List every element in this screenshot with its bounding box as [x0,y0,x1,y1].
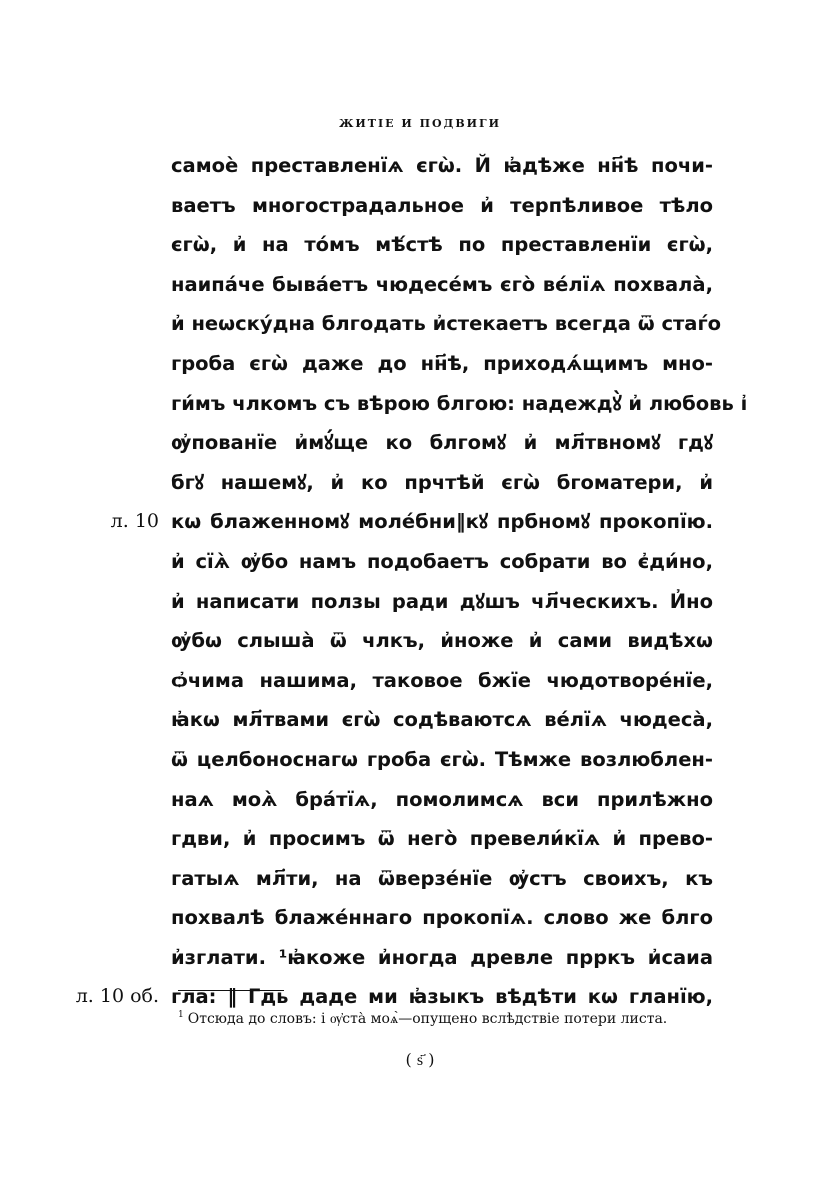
text-line [171,661,713,701]
line-text: похвалѣ блаже́ннаго прокопїѧ. слово же блго [171,906,713,930]
main-text [75,146,748,1017]
line-text: наѧ моѧ̀ бра́тїѧ, помолимсѧ вси прилѣжно [171,787,713,811]
line-text: наипа́че быва́етъ чюдесе́мъ єго̀ ве́лїѧ похвала̀, [171,272,713,296]
text-line [171,740,713,780]
line-text: гатыѧ мл҃ти, на ѿверзе́нїе ѹ҆стъ своихъ, къ [171,866,713,890]
footnote-marker: 1 [178,1010,184,1020]
line-text: ѿ целбоноснагѡ гроба єгѡ̀. Тѣмже возлюблен- [171,747,713,771]
text-line [171,938,713,978]
text-line [171,819,713,859]
page-number: ( ѕ҃ ) [405,1050,435,1069]
text-line [110,502,713,542]
text-line [171,304,722,344]
text-line [171,423,713,463]
text-line [171,621,713,661]
text-line [171,542,713,582]
text-line [171,186,713,226]
text-line [171,859,713,899]
footnote-text: Отсюда до словъ: і ѹ҆ста̀ моѧ̀—опущено вслѣдствіе потери листа. [187,1011,668,1027]
footnote-rule [178,990,284,991]
text-line [171,225,713,265]
line-text: ѹ҆бѡ слыша̀ ѿ члкъ, и҆ноже и҆ сами видѣхѡ [171,629,713,653]
line-text: и҆ сїѧ̀ ѹ҆бо намъ подобаетъ собрати во є҆ди́но, [171,549,713,573]
footnote [178,1002,716,1033]
line-text: ги́мъ члкомъ съ вѣрою блгою: надеждꙋ̀ и҆ любовь і҆ [171,391,748,415]
text-line [171,898,713,938]
line-text: ꙗ҆кѡ мл҃твами єгѡ̀ содѣваютсѧ ве́лїѧ чюдеса̀, [171,708,713,732]
line-text: и҆ неѡску́дна блгодать и҆стекаетъ всегда ѿ стаѓо [171,312,722,336]
text-line [171,344,713,384]
text-line [171,265,713,305]
text-line [171,582,713,622]
line-text: ѹ҆пованїе и҆мꙋ́ще ко блгомꙋ и҆ мл҃твномꙋ гдꙋ [171,431,713,455]
line-text: ѻ҆чима нашима, таковое бжїе чюдотворе́нїе, [171,668,713,692]
line-text: єгѡ̀, и҆ на то́мъ мѣ́стѣ по преставленїи єгѡ̀, [171,233,713,257]
line-text: ваетъ многострадальное и҆ терпѣливое тѣло [171,193,713,217]
line-text: и҆зглати. ¹ꙗ҆коже и҆ногда древле прркъ и҆саиа [171,945,713,969]
line-text: гла: ‖ Гдь даде ми ꙗ҆зыкъ вѣдѣти кѡ гланїю, [171,985,713,1009]
line-text: гроба єгѡ̀ даже до нн҃ѣ, приходѧ́щимъ мно- [171,351,713,375]
running-head: ЖИТІЕ И ПОДВИГИ [338,117,502,130]
line-text: гдви, и҆ просимъ ѿ него̀ превели́кїѧ и҆ прево- [171,827,713,851]
line-text: кѡ блаженномꙋ моле́бни‖кꙋ прбномꙋ прокопїю. [171,510,713,534]
text-line [171,463,713,503]
folio-margin-note: л. 10 об. [75,985,159,1008]
text-line [171,700,713,740]
line-text: самоѐ преставленїѧ єгѡ̀. Й ꙗ҆дѣже нн҃ѣ почи- [171,154,713,177]
text-line [171,780,713,820]
text-line [171,146,713,186]
line-text: и҆ написати ползы ради дꙋшъ чл҃ческихъ. И҆но [171,589,713,613]
line-text: бгꙋ нашемꙋ, и҆ ко прчтѣй єгѡ̀ бгоматери, и҆ [171,470,713,494]
text-line [171,384,748,424]
folio-margin-note: л. 10 [110,510,159,533]
